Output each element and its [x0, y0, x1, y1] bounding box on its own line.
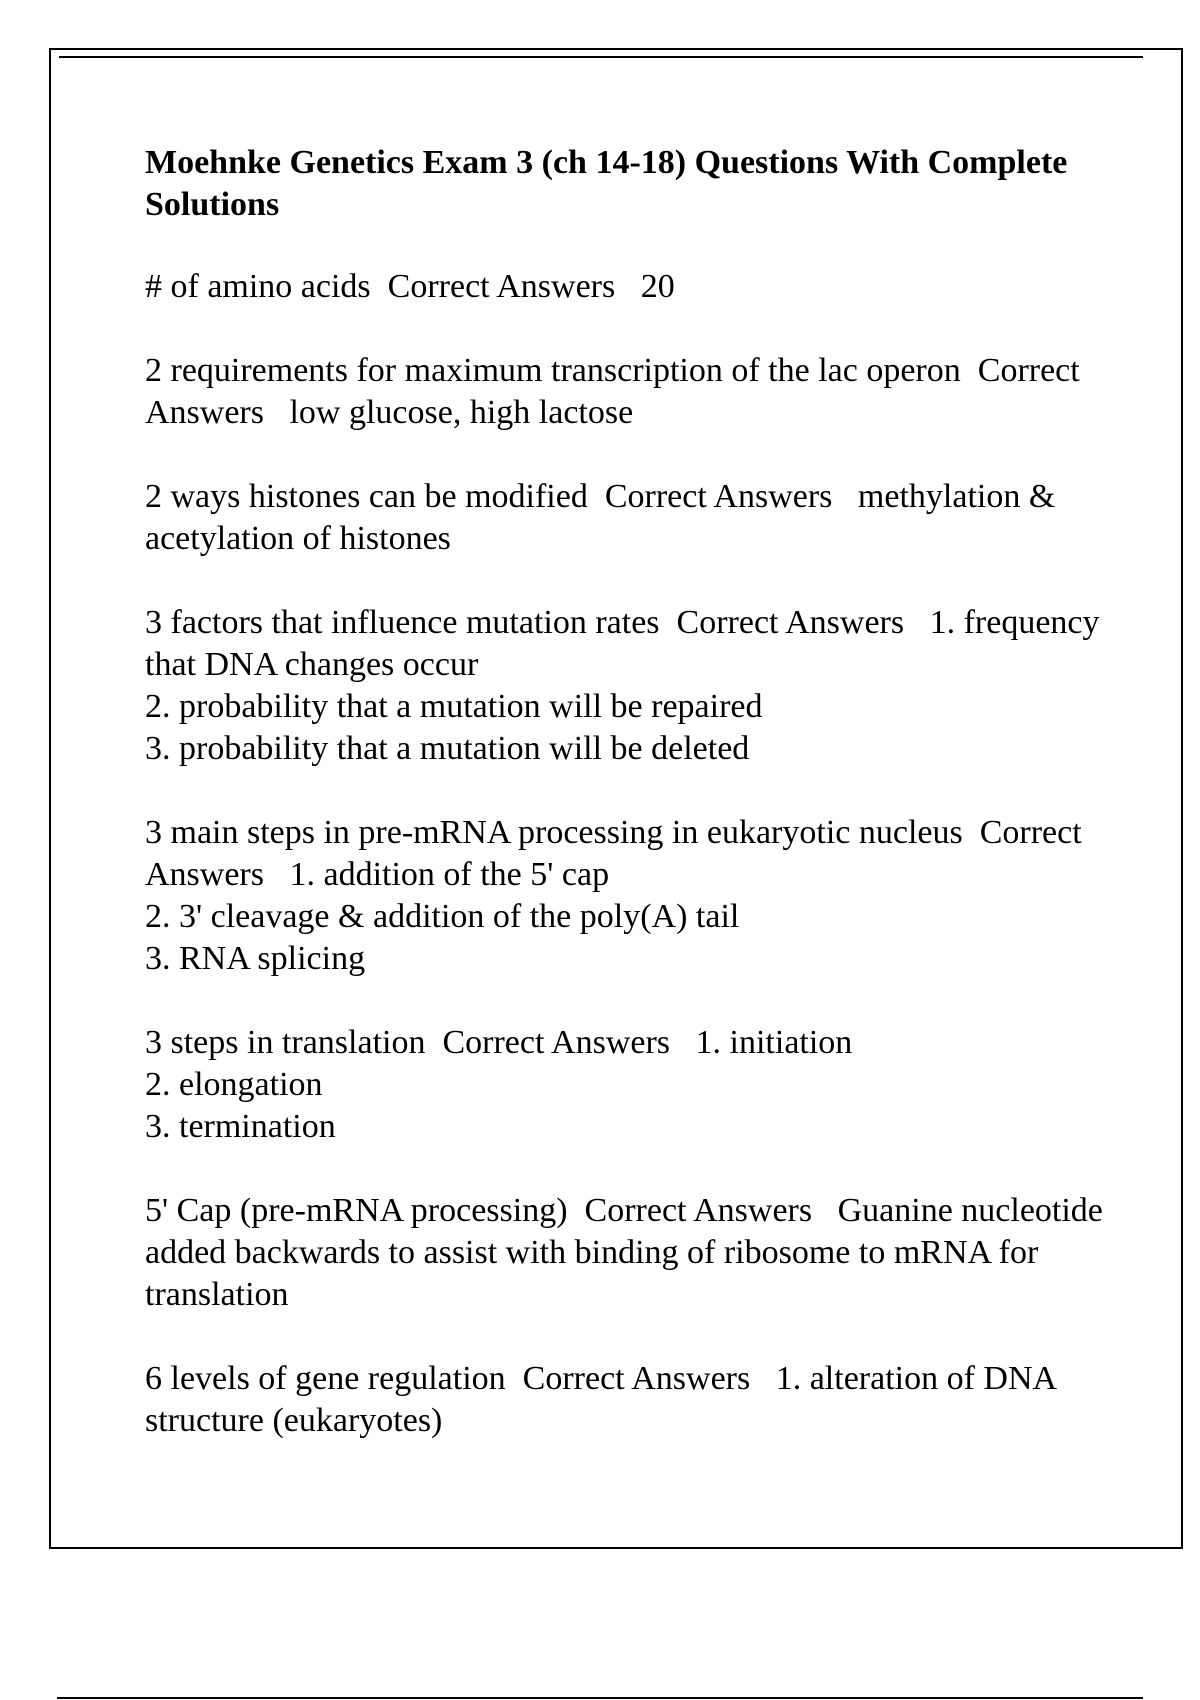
qa-item	[145, 350, 1105, 434]
question-term: 2 requirements for maximum transcription of the lac operon	[145, 352, 961, 389]
question-term: 3 factors that influence mutation rates	[145, 604, 660, 641]
answer-text: Guanine nucleotide added backwards to assist with binding of ribosome to mRNA for translation	[145, 1192, 1112, 1313]
question-term: # of amino acids	[145, 268, 371, 305]
correct-answers-label: Correct Answers	[567, 1192, 838, 1229]
qa-item	[145, 812, 1105, 980]
qa-item	[145, 1190, 1112, 1316]
question-term: 3 steps in translation	[145, 1024, 426, 1061]
question-term: 6 levels of gene regulation	[145, 1360, 506, 1397]
correct-answers-label: Correct Answers	[505, 1360, 776, 1397]
top-rule	[59, 56, 1143, 58]
qa-item	[145, 602, 1105, 770]
footer-rule	[57, 1697, 1143, 1699]
question-term: 5' Cap (pre-mRNA processing)	[145, 1192, 568, 1229]
qa-item	[145, 266, 1105, 308]
answer-text: 1. frequency that DNA changes occur 2. probability that a mutation will be repaired 3. probability that a mutation will be deleted	[145, 604, 1100, 767]
correct-answers-label: Correct Answers	[659, 604, 930, 641]
correct-answers-label: Correct Answers	[370, 268, 641, 305]
qa-item	[145, 1022, 1105, 1148]
document-body	[145, 142, 1112, 1484]
qa-item	[145, 476, 1105, 560]
answer-text: 1. alteration of DNA structure (eukaryotes)	[145, 1360, 1064, 1439]
answer-text: 20	[640, 268, 675, 305]
answer-text: 1. addition of the 5' cap 2. 3' cleavage & addition of the poly(A) tail 3. RNA splicing	[145, 856, 740, 977]
correct-answers-label: Correct Answers	[425, 1024, 696, 1061]
answer-text: 1. initiation 2. elongation 3. termination	[145, 1024, 853, 1145]
answer-text: low glucose, high lactose	[289, 394, 634, 431]
qa-item	[145, 1358, 1105, 1442]
correct-answers-label: Correct Answers	[587, 478, 858, 515]
correct-answers-label: Correct Answers	[145, 814, 1089, 893]
question-term: 3 main steps in pre-mRNA processing in eukaryotic nucleus	[145, 814, 963, 851]
document-title: Moehnke Genetics Exam 3 (ch 14-18) Questions With Complete Solutions	[145, 144, 1068, 223]
correct-answers-label: Correct Answers	[145, 352, 1087, 431]
question-term: 2 ways histones can be modified	[145, 478, 588, 515]
answer-text: methylation & acetylation of histones	[145, 478, 1064, 557]
